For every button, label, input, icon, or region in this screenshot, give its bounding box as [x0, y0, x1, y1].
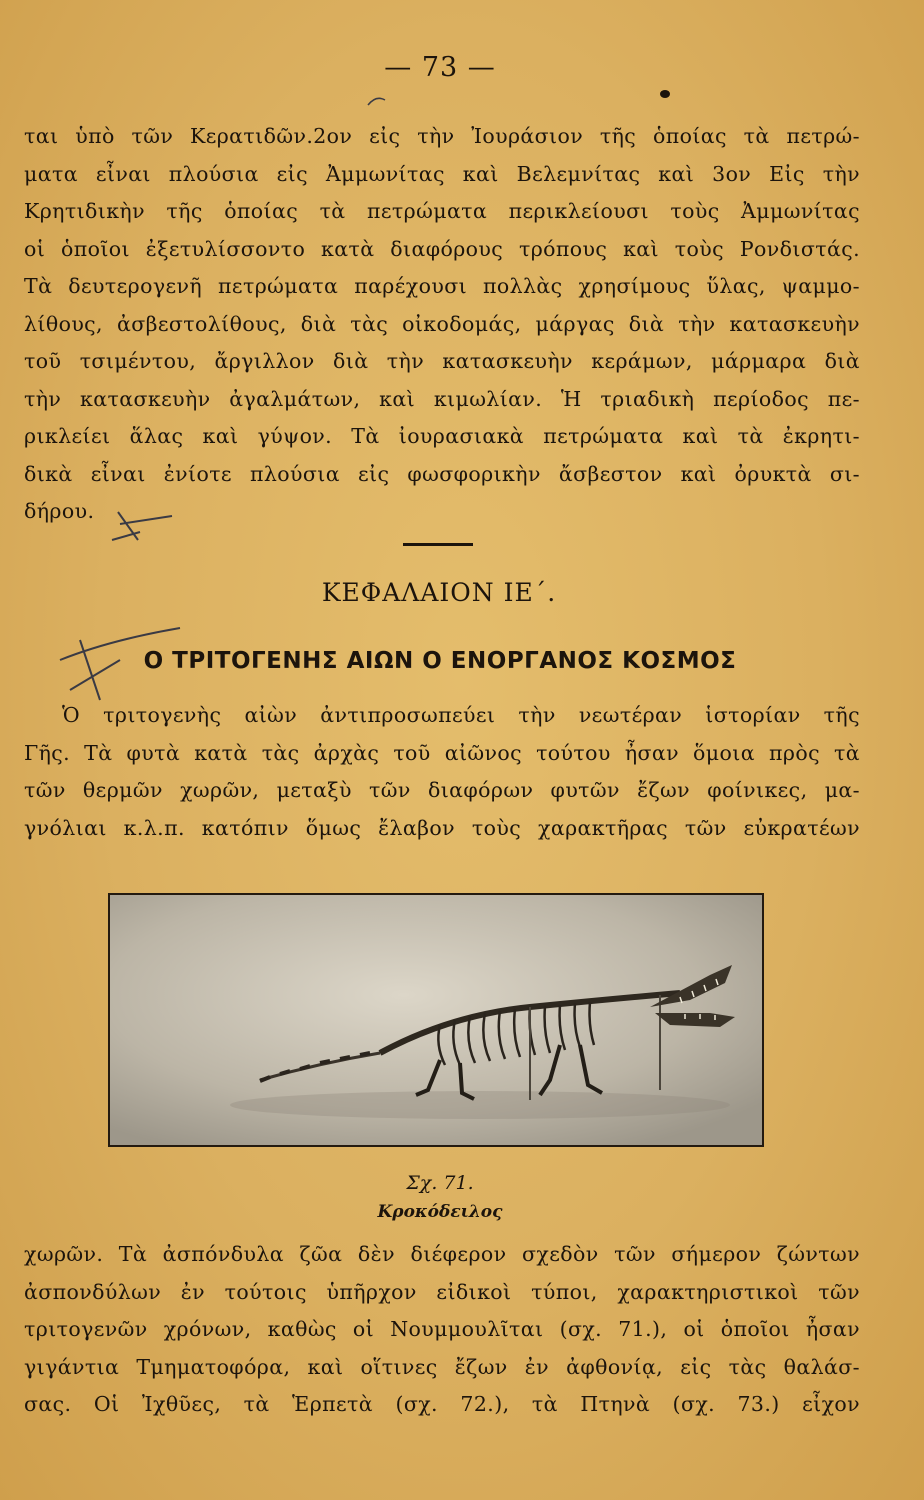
text-line: τριτογενῶν χρόνων, καθὼς οἱ Νουμμουλῖται (σχ. 71.), οἱ ὁποῖοι ἦσαν — [24, 1317, 860, 1341]
text-line: γνόλιαι κ.λ.π. κατόπιν ὅμως ἔλαβον τοὺς χαρακτῆρας τῶν εὐκρατέων — [24, 815, 860, 840]
text-line: γιγάντια Τμηματοφόρα, καὶ οἵτινες ἔζων ἐν ἀφθονίᾳ, εἰς τὰς θαλάσ- — [24, 1354, 860, 1379]
text-line: δήρου. — [24, 499, 95, 523]
text-line: Γῆς. Τὰ φυτὰ κατὰ τὰς ἀρχὰς τοῦ αἰῶνος τούτου ἦσαν ὅμοια πρὸς τὰ — [24, 740, 860, 765]
text-line: Κρητιδικὴν τῆς ὁποίας τὰ πετρώματα περικλείουσι τοὺς Ἀμμωνίτας — [24, 199, 860, 223]
text-line: ρικλείει ἅλας καὶ γύψον. Τὰ ἰουρασιακὰ πετρώματα καὶ τὰ ἐκρητι- — [24, 424, 860, 448]
figure-caption: Κροκόδειλος — [377, 1202, 503, 1222]
paragraph-tertiary-era — [24, 697, 860, 847]
text-line: τὴν κατασκευὴν ἀγαλμάτων, καὶ κιμωλίαν. Ἡ τριαδικὴ περίοδος πε- — [24, 386, 860, 411]
paragraph-invertebrates — [24, 1236, 860, 1424]
text-line: λίθους, ἀσβεστολίθους, διὰ τὰς οἰκοδομάς, μάργας διὰ τὴν κατασκευὴν — [24, 311, 860, 336]
text-line: ται ὑπὸ τῶν Κερατιδῶν.2ον εἰς τὴν Ἰουράσιον τῆς ὁποίας τὰ πετρώ- — [24, 124, 860, 148]
section-title: Ο ΤΡΙΤΟΓΕΝΗΣ ΑΙΩΝ Ο ΕΝΟΡΓΑΝΟΣ ΚΟΣΜΟΣ — [143, 648, 737, 674]
text-line: ἀσπονδύλων ἐν τούτοις ὑπῆρχον εἰδικοὶ τύποι, χαρακτηριστικοὶ τῶν — [24, 1279, 860, 1304]
text-line: Τὰ δευτερογενῆ πετρώματα παρέχουσι πολλὰς χρησίμους ὕλας, ψαμμο- — [24, 274, 860, 298]
text-line: σας. Οἱ Ἰχθῦες, τὰ Ἑρπετὰ (σχ. 72.), τὰ Πτηνὰ (σχ. 73.) εἶχον — [24, 1392, 860, 1416]
page-number: — 73 — — [384, 52, 496, 83]
text-line: ματα εἶναι πλούσια εἰς Ἀμμωνίτας καὶ Βελεμνίτας καὶ 3ον Εἰς τὴν — [24, 161, 860, 186]
figure-label: Σχ. 71. — [406, 1172, 474, 1194]
text-line: Ὁ τριτογενὴς αἰὼν ἀντιπροσωπεύει τὴν νεωτέραν ἱστορίαν τῆς — [62, 703, 860, 727]
text-line: δικὰ εἶναι ἐνίοτε πλούσια εἰς φωσφορικὴν ἄσβεστον καὶ ὀρυκτὰ σι- — [24, 461, 860, 486]
text-line: χωρῶν. Τὰ ἀσπόνδυλα ζῶα δὲν διέφερον σχεδὸν τῶν σήμερον ζώντων — [24, 1242, 860, 1266]
text-line: τῶν θερμῶν χωρῶν, μεταξὺ τῶν διαφόρων φυτῶν ἔζων φοίνικες, μα- — [24, 778, 860, 802]
crocodile-skeleton-photo — [108, 893, 764, 1147]
text-line: τοῦ τσιμέντου, ἄργιλλον διὰ τὴν κατασκευὴν κεράμων, μάρμαρα διὰ — [24, 349, 860, 373]
section-divider — [403, 543, 473, 546]
text-line: οἱ ὁποῖοι ἐξετυλίσσοντο κατὰ διαφόρους τρόπους καὶ τοὺς Ρονδιστάς. — [24, 236, 860, 261]
chapter-title: ΚΕΦΑΛΑΙΟΝ ΙΕ΄. — [321, 578, 557, 607]
paragraph-secondary-era — [24, 118, 860, 531]
